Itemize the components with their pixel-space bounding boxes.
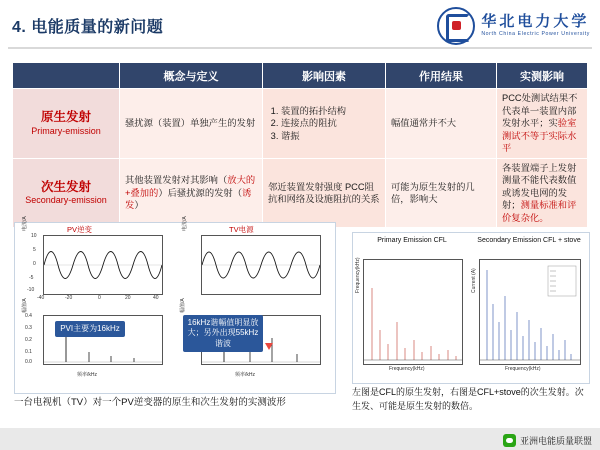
y-axis-label-primary: Frequency(kHz) [355,257,361,293]
y-axis-label-top-right: 电流/A [182,216,188,231]
logo-text [481,14,590,37]
x-tick-top: 0 [98,295,101,301]
column-header-blank [13,63,120,89]
university-logo [437,4,590,48]
right-figure-caption: 左图是CFL的原生发射，右图是CFL+stove的次生发射。次生发、可能是原生发射的数倍。 [352,387,584,411]
x-tick-top: -20 [65,295,73,301]
table-row [13,158,588,228]
callout-pv-frequency: PVI主要为16kHz [55,321,125,337]
table-header [13,63,588,89]
column-header-factors: 影响因素 [263,63,386,89]
cell-secondary-measured [497,158,588,228]
chart-pv-waveform [43,235,163,295]
y-tick-bottom: 0.3 [25,325,32,331]
comparison-table [12,62,588,228]
factors-list [268,105,380,143]
logo-name-en: North China Electric Power University [481,31,590,38]
left-figure-caption: 一台电视机（TV）对一个PV逆变器的原生和次生发射的实测波形 [14,397,286,408]
definition-part: ）后骚扰源的发射（ [158,187,243,198]
footer-text: 亚洲电能质量联盟 [519,436,592,446]
row-header-secondary [13,158,120,228]
table-row [13,89,588,159]
definition-highlight: 诱发 [125,187,252,211]
y-tick-top: 10 [31,233,37,239]
y-axis-label-top-left: 电流/A [22,216,28,231]
x-tick-top: 20 [125,295,131,301]
row-label-en: Secondary-emission [25,195,107,206]
right-figure-panel [352,232,590,384]
callout-tv-frequency: 16kHz谐幅值明显放大；另外出现55kHz谐波 [183,315,263,352]
label-tv-power: TV电源 [229,225,254,234]
label-pv-inverter: PV逆变 [67,225,93,234]
slide-header [0,0,600,52]
x-axis-label-bottom-right: 频率/kHz [235,372,256,378]
row-label-cn: 原生发射 [40,109,91,124]
cell-primary-measured [497,89,588,159]
y-axis-label-bottom-right: 幅值/A [180,298,186,313]
y-tick-bottom: 0.0 [25,359,32,365]
chart-primary-emission [363,259,463,365]
measured-highlight: 验室测试不等于实际水平 [502,118,577,154]
wechat-icon [503,434,516,447]
cell-primary-result: 幅值通常并不大 [386,89,497,159]
primary-emission-trace [364,260,462,364]
callout-arrow-icon [265,343,273,350]
row-label-cn: 次生发射 [40,179,91,194]
page-title: 4. 电能质量的新问题 [12,19,164,36]
x-tick-top: 40 [153,295,159,301]
footer-bar [0,428,600,450]
cell-primary-factors [263,89,386,159]
y-tick-bottom: 0.2 [25,337,32,343]
cell-secondary-result: 可能为原生发射的几倍，影响大 [386,158,497,228]
y-tick-top: 5 [33,247,36,253]
row-header-primary [13,89,120,159]
tv-waveform-trace [202,236,320,294]
table-body [13,89,588,228]
chart-secondary-emission [479,259,581,365]
subtitle-primary-emission: Primary Emission CFL [377,237,447,244]
cell-primary-definition: 骚扰源（装置）单独产生的发射 [120,89,263,159]
table-header-row [13,63,588,89]
measured-highlight: 测量标准和评价复杂化。 [502,200,577,223]
factors-list-item: 1. 装置的拓扑结构 [281,105,380,118]
left-figure-panel [14,216,336,394]
cell-secondary-definition [120,158,263,228]
x-axis-label-primary: Frequency(kHz) [389,366,425,372]
definition-part: ） [134,200,144,211]
cell-secondary-factors: 邻近装置发射强度 PCC阻抗和网络及设施阻抗的关系 [263,158,386,228]
column-header-result: 作用结果 [386,63,497,89]
definition-highlight: 放大的+叠加的 [125,175,256,198]
measured-plain: PCC处测试结果不代表单一装置内部发射水平；实 [502,93,578,129]
y-axis-label-bottom-left: 幅值/A [22,298,28,313]
y-tick-top: 0 [33,261,36,267]
pv-waveform-trace [44,236,162,294]
logo-name-cn: 华北电力大学 [481,12,590,31]
y-tick-bottom: 0.1 [25,349,32,355]
y-tick-top: -10 [27,287,35,293]
y-tick-top: -5 [29,275,34,281]
y-axis-label-secondary: Current (A) [471,268,477,293]
column-header-definition: 概念与定义 [120,63,263,89]
row-label-en: Primary-emission [31,125,101,136]
factors-list-item: 2. 连接点的阻抗 [281,117,380,130]
column-header-measured: 实测影响 [497,63,588,89]
footer-credit [503,434,592,447]
logo-emblem-icon [437,7,475,45]
x-axis-label-bottom-left: 频率/kHz [77,372,98,378]
measured-plain: 各装置端子上发射测量不能代表数值或诱发电网的发射； [502,162,577,211]
definition-part: 其他装置发射对其影响（ [125,175,228,186]
chart-tv-waveform [201,235,321,295]
header-divider [8,47,592,49]
subtitle-secondary-emission: Secondary Emission CFL + stove [477,237,581,244]
x-axis-label-secondary: Frequency(kHz) [505,366,541,372]
secondary-emission-trace [480,260,580,364]
factors-list-item: 3. 谐振 [281,130,380,143]
x-tick-top: -40 [37,295,45,301]
y-tick-bottom: 0.4 [25,313,32,319]
